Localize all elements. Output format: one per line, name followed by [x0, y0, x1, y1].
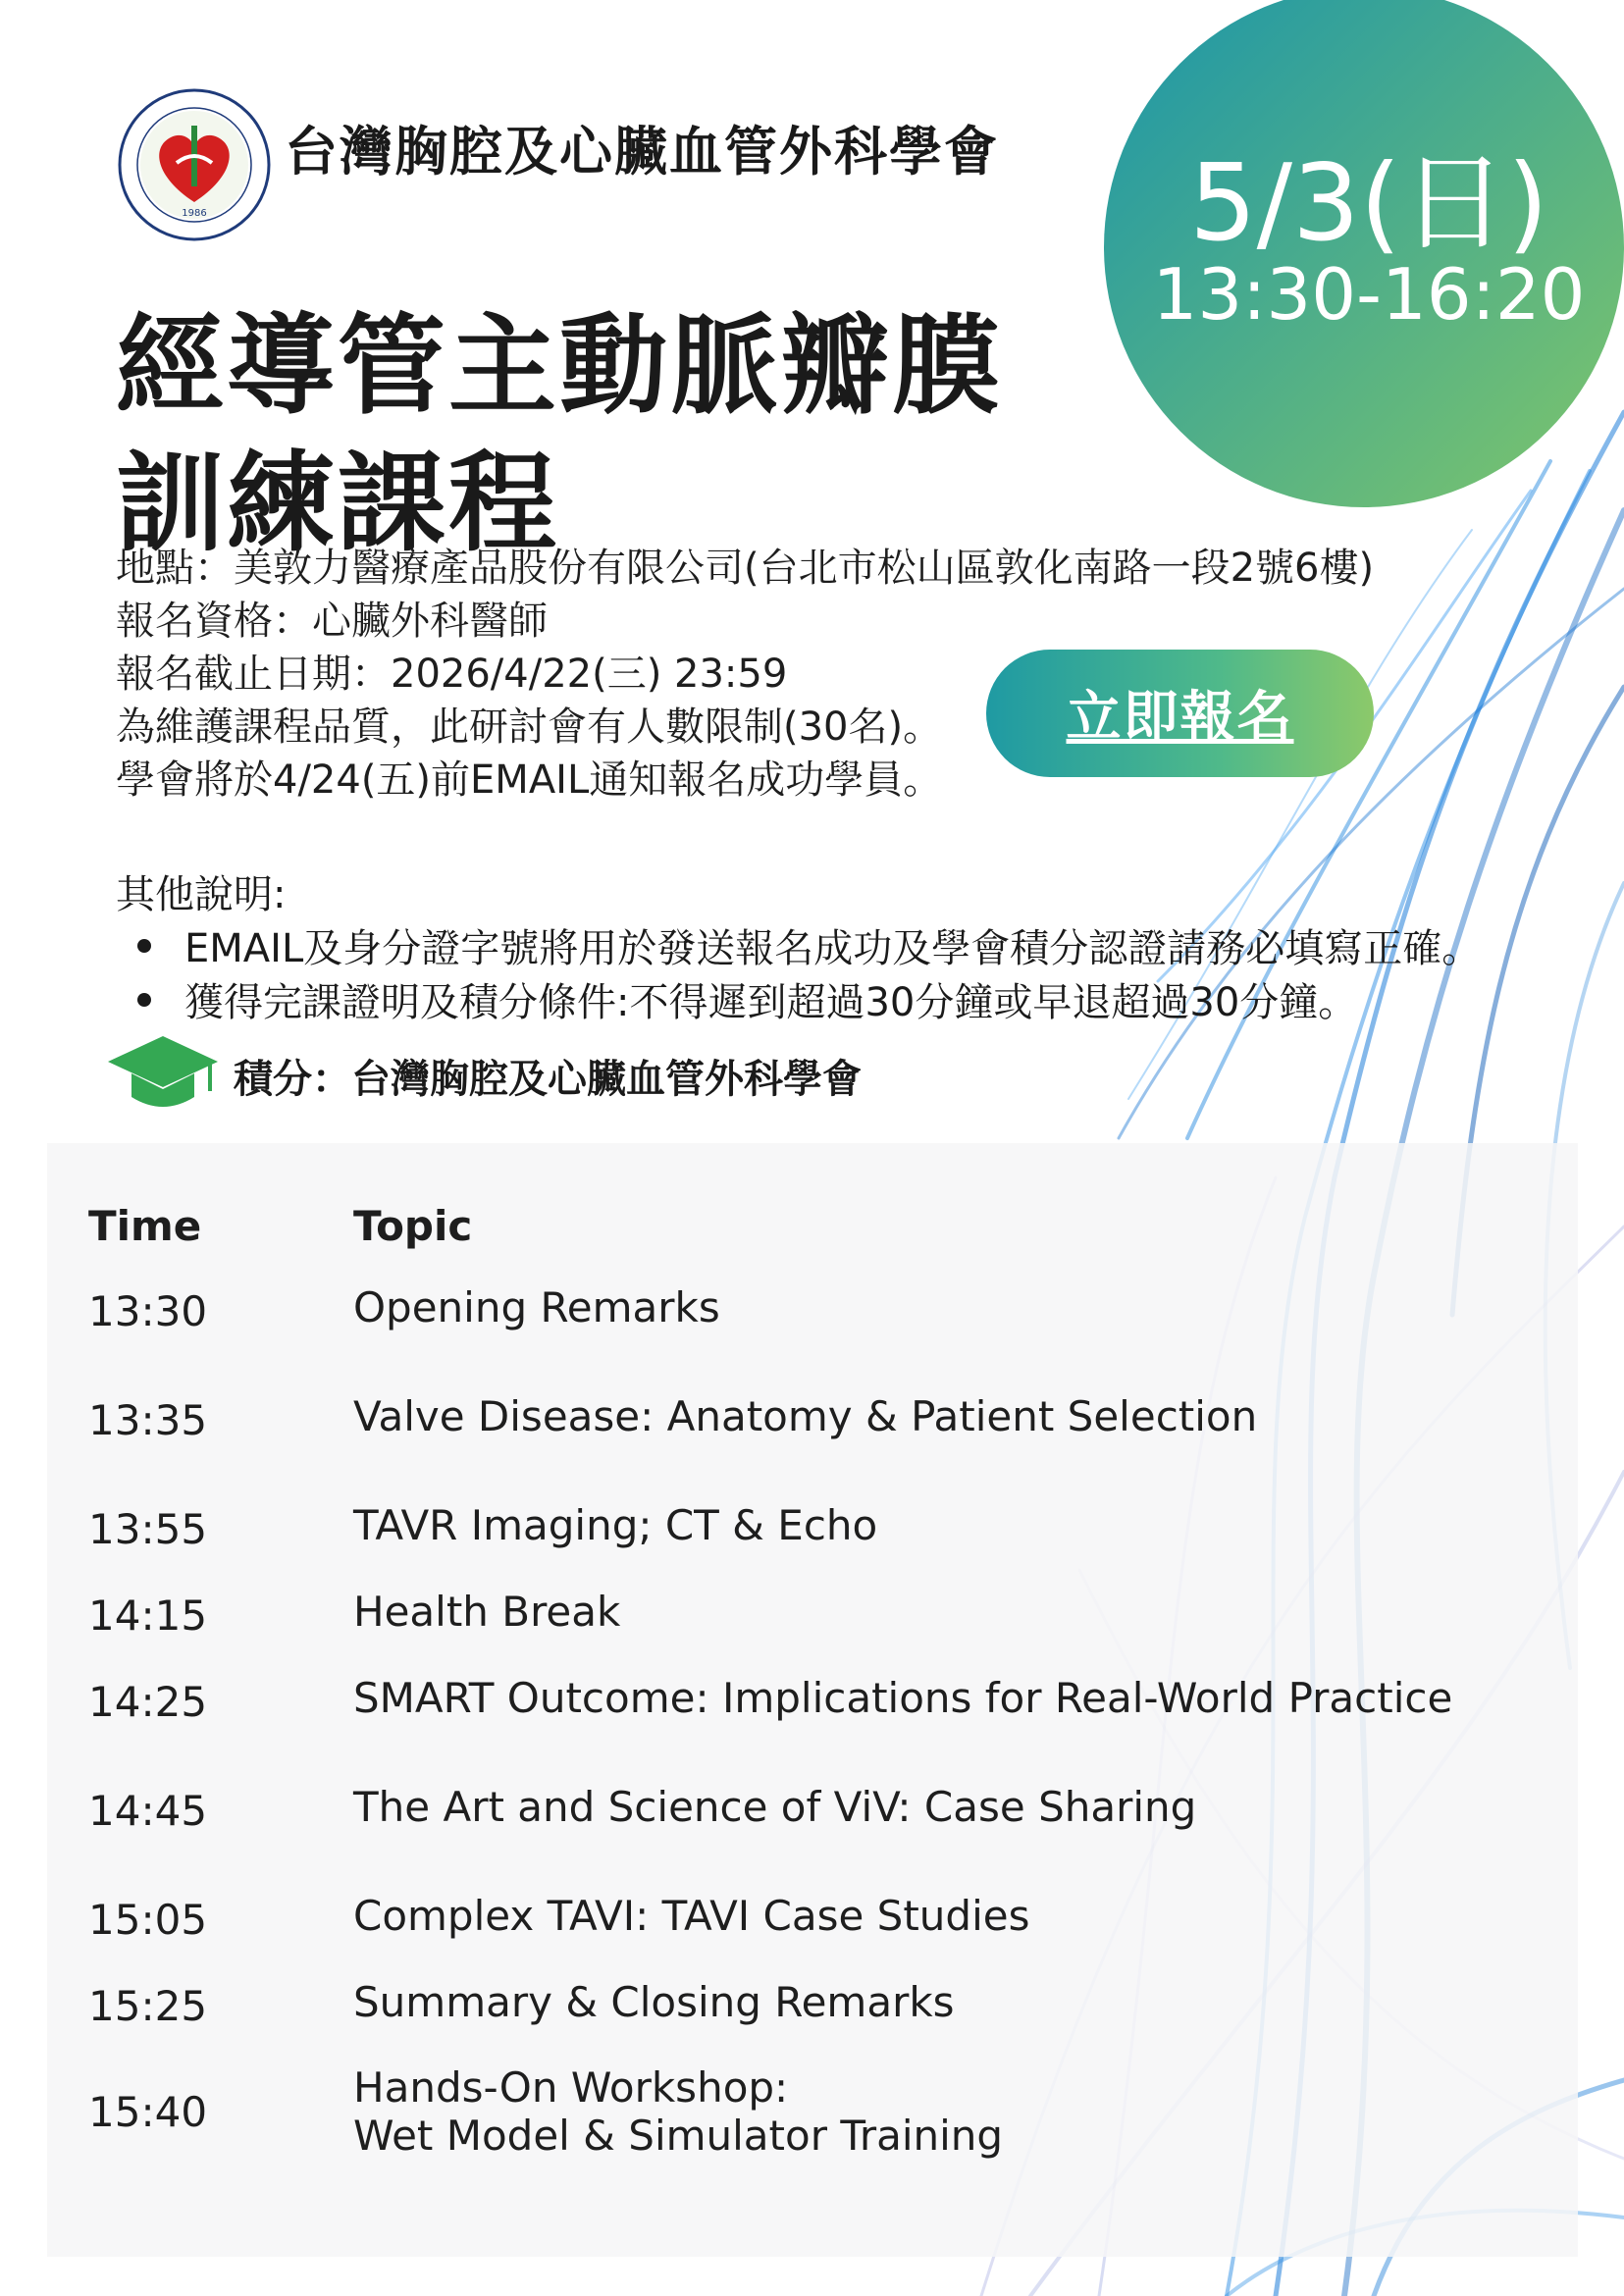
info-capacity: 為維護課程品質，此研討會有人數限制(30名)。: [116, 704, 943, 750]
register-label: 立即報名: [1066, 686, 1294, 750]
schedule-time: 15:25: [88, 1982, 208, 2030]
info-deadline: 報名截止日期：2026/4/22(三) 23:59: [116, 652, 788, 697]
schedule-topic: TAVR Imaging; CT & Echo: [353, 1501, 878, 1549]
notes-item-text: 獲得完課證明及積分條件:不得遲到超過30分鐘或早退超過30分鐘。: [184, 980, 1358, 1025]
credit-text: 積分：台灣胸腔及心臟血管外科學會: [234, 1057, 862, 1102]
schedule-time: 15:40: [88, 2088, 208, 2136]
schedule-topic: Hands-On Workshop:: [353, 2063, 789, 2112]
schedule-time: 13:30: [88, 1287, 208, 1335]
schedule-topic: Valve Disease: Anatomy & Patient Selection: [353, 1392, 1258, 1440]
course-title-line1: 經導管主動脈瓣膜: [116, 303, 1003, 429]
bullet-icon: [137, 939, 151, 953]
society-logo: [116, 86, 273, 243]
bullet-icon: [137, 993, 151, 1007]
schedule-header-topic: Topic: [353, 1202, 473, 1250]
schedule-topic: Complex TAVI: TAVI Case Studies: [353, 1892, 1030, 1940]
info-notification: 學會將於4/24(五)前EMAIL通知報名成功學員。: [116, 757, 943, 803]
schedule-time: 14:25: [88, 1678, 208, 1726]
schedule-topic: Opening Remarks: [353, 1283, 720, 1331]
notes-title: 其他說明:: [116, 872, 287, 917]
notes-item: [137, 917, 1481, 973]
schedule-topic: Summary & Closing Remarks: [353, 1978, 955, 2026]
event-time: 13:30-16:20: [1152, 253, 1586, 336]
schedule-time: 13:35: [88, 1396, 208, 1444]
register-button[interactable]: [986, 650, 1374, 777]
event-date: 5/3(日): [1188, 142, 1549, 265]
schedule-topic: Health Break: [353, 1588, 621, 1636]
notes-item: [137, 971, 1357, 1027]
graduation-cap-icon: [106, 1032, 220, 1121]
svg-text:1986: 1986: [182, 208, 207, 219]
schedule-time: 14:15: [88, 1592, 208, 1640]
info-eligibility: 報名資格：心臟外科醫師: [116, 599, 548, 644]
schedule-time: 15:05: [88, 1896, 208, 1944]
info-location: 地點：美敦力醫療產品股份有限公司(台北市松山區敦化南路一段2號6樓): [116, 546, 1375, 591]
schedule-topic: The Art and Science of ViV: Case Sharing: [353, 1783, 1197, 1831]
notes-item-text: EMAIL及身分證字號將用於發送報名成功及學會積分認證請務必填寫正確。: [184, 926, 1482, 971]
schedule-header-time: Time: [88, 1202, 202, 1250]
org-name: 台灣胸腔及心臟血管外科學會: [285, 121, 999, 183]
schedule-time: 13:55: [88, 1505, 208, 1553]
schedule-topic: SMART Outcome: Implications for Real-World Practice: [353, 1674, 1453, 1722]
course-title-line2: 訓練課程: [116, 441, 559, 566]
schedule-topic-line2: Wet Model & Simulator Training: [353, 2112, 1004, 2160]
schedule-time: 14:45: [88, 1787, 208, 1835]
